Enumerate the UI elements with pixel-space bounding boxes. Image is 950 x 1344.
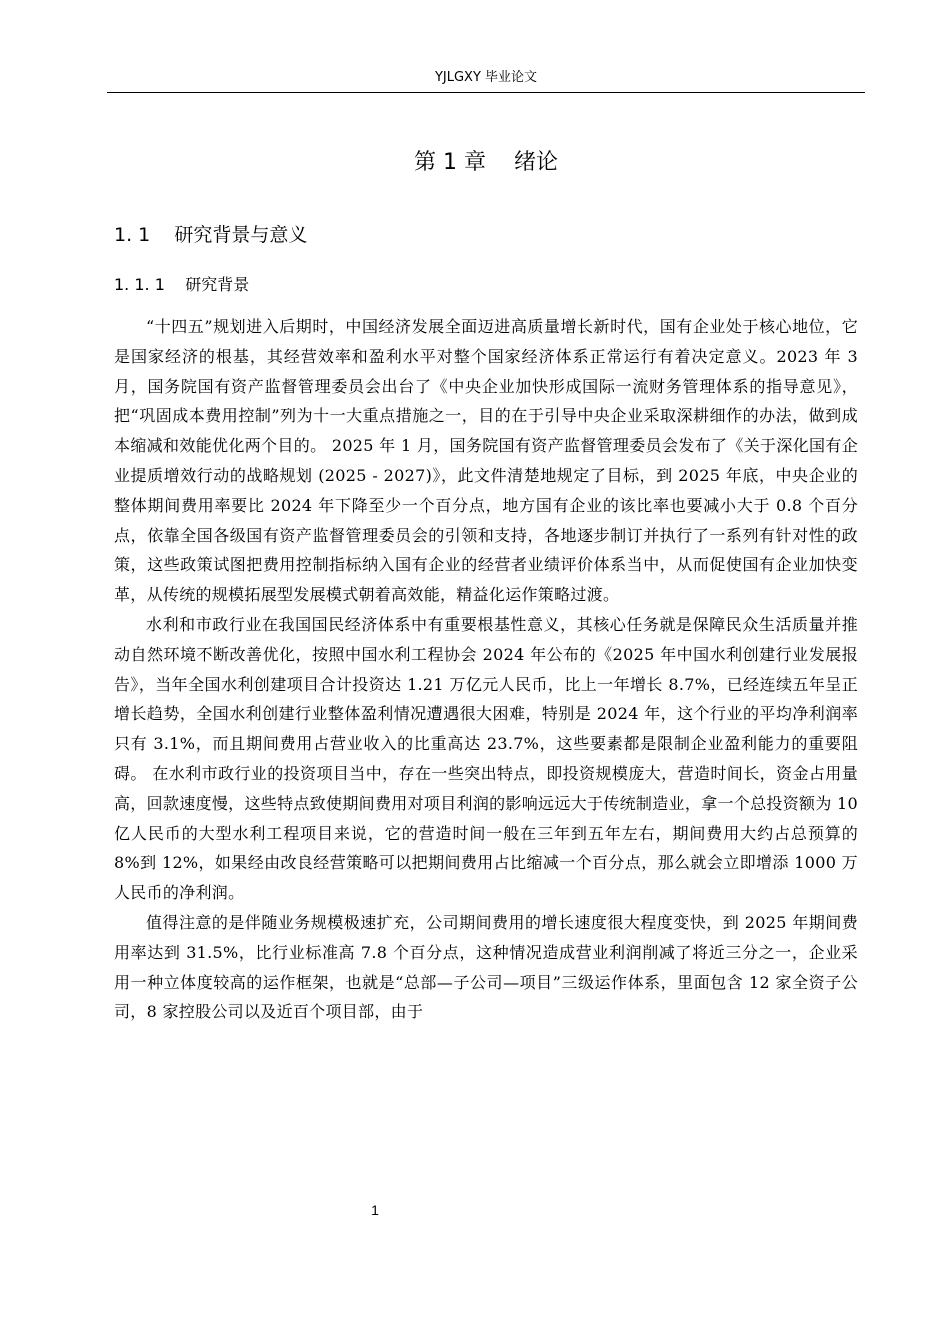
section-heading: 1. 1 研究背景与意义 [114,224,308,246]
page-header [107,68,865,93]
paragraph: “十四五”规划进入后期时，中国经济发展全面迈进高质量增长新时代，国有企业处于核心地位，它是国家经济的根基，其经营效率和盈利水平对整个国家经济体系正常运行有着决定意义。2023 年 3 月，国务院国有资产监督管理委员会出台了《中央企业加快形成国际一流财务管理体系的指导意见》，把“巩固成本费用控制”列为十一大重点措施之一，目的在于引导中央企业采取深耕细作的办法，做到成本缩减和效能优化两个目的。 2025 年 1 月，国务院国有资产监督管理委员会发布了《关于深化国有企业提质增效行动的战略规划 (2025 - 2027)》，此文件清楚地规定了目标，到 2025 年底，中央企业的整体期间费用率要比 2024 年下降至少一个百分点，地方国有企业的该比率也要减小大于 0.8 个百分点，依靠全国各级国有资产监督管理委员会的引领和支持，各地逐步制订并执行了一系列有针对性的政策，这些政策试图把费用控制指标纳入国有企业的经营者业绩评价体系当中，从而促使国有企业加快变革，从传统的规模拓展型发展模式朝着高效能，精益化运作策略过渡。 [114,317,858,605]
header-text: YJLGXY 毕业论文 [434,70,538,85]
body-text [114,312,858,1027]
paragraph: 水利和市政行业在我国国民经济体系中有重要根基性意义，其核心任务就是保障民众生活质量并推动自然环境不断改善优化，按照中国水利工程协会 2024 年公布的《2025 年中国水利创建行业发展报告》，当年全国水利创建项目合计投资达 1.21 万亿元人民币，比上一年增长 8.7%，已经连续五年呈正增长趋势，全国水利创建行业整体盈利情况遭遇很大困难，特别是 2024 年，这个行业的平均净利润率只有 3.1%，而且期间费用占营业收入的比重高达 23.7%，这些要素都是限制企业盈利能力的重要阻碍。 在水利市政行业的投资项目当中，存在一些突出特点，即投资规模庞大，营造时间长，资金占用量高，回款速度慢，这些特点致使期间费用对项目利润的影响远远大于传统制造业，拿一个总投资额为 10 亿人民币的大型水利工程项目来说，它的营造时间一般在三年到五年左右，期间费用大约占总预算的 8%到 12%，如果经由改良经营策略可以把期间费用占比缩减一个百分点，那么就会立即增添 1000 万人民币的净利润。 [114,614,858,903]
page-number: 1 [371,1202,379,1218]
paragraph: 值得注意的是伴随业务规模极速扩充，公司期间费用的增长速度很大程度变快，到 2025 年期间费用率达到 31.5%，比行业标准高 7.8 个百分点，这种情况造成营业利润削减了将近三分之一，企业采用一种立体度较高的运作框架，也就是“总部—子公司—项目”三级运作体系，里面包含 12 家全资子公司，8 家控股公司以及近百个项目部，由于 [114,912,858,1022]
chapter-title: 第 1 章 绪论 [414,150,558,175]
subsection-heading: 1. 1. 1 研究背景 [114,275,250,294]
